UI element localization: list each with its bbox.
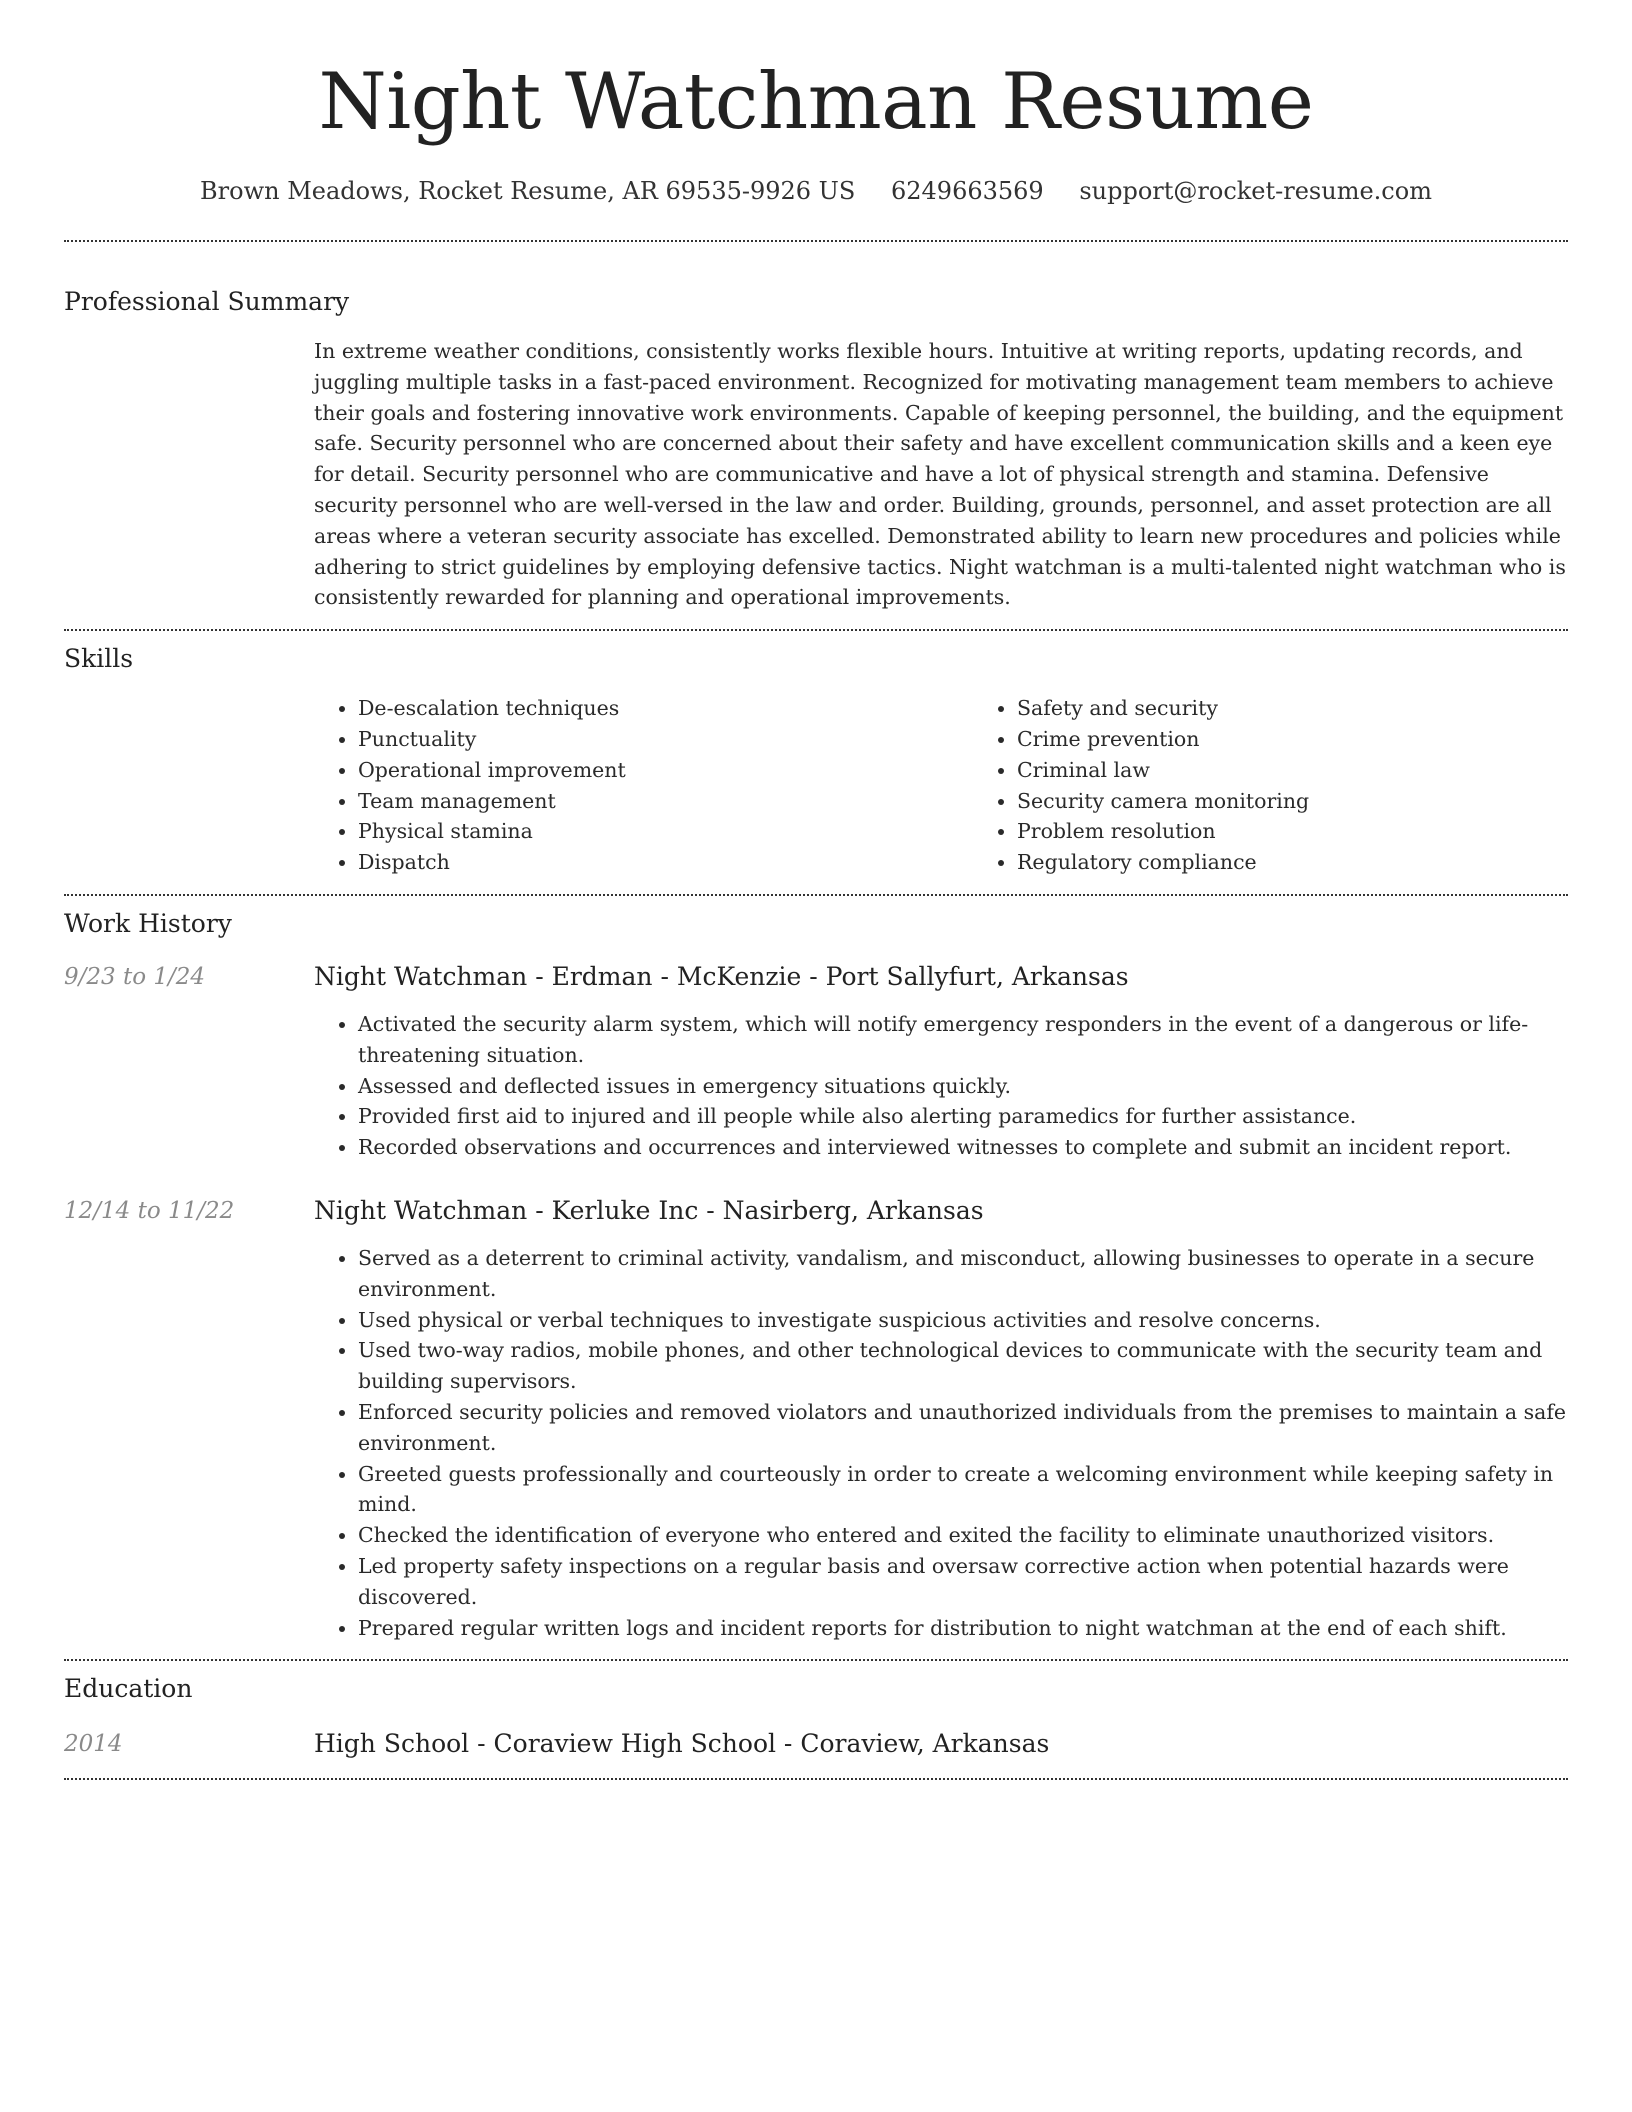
work-section: [64, 907, 1568, 1643]
job-bullet: • Served as a deterrent to criminal activity, vandalism, and misconduct, allowing businesses to operate in a secure environment.: [358, 1243, 1568, 1305]
skill-item: • Dispatch: [358, 847, 973, 878]
skill-item: • Crime prevention: [1017, 724, 1632, 755]
education-title: High School - Coraview High School - Coraview, Arkansas: [314, 1729, 1050, 1759]
skill-item: • Criminal law: [1017, 755, 1632, 786]
job-bullet: • Prepared regular written logs and incident reports for distribution to night watchman at the end of each shift.: [358, 1613, 1568, 1644]
job-title: Night Watchman - Kerluke Inc - Nasirberg, Arkansas: [314, 1195, 984, 1225]
skill-item: • Punctuality: [358, 724, 973, 755]
skill-item: • Safety and security: [1017, 693, 1632, 724]
skill-item: • Problem resolution: [1017, 816, 1632, 847]
job-bullet: • Recorded observations and occurrences and interviewed witnesses to complete and submit an incident report.: [358, 1132, 1568, 1163]
job-bullet: • Assessed and deflected issues in emergency situations quickly.: [358, 1071, 1568, 1102]
contact-line: [64, 174, 1568, 208]
job-bullets: [314, 1243, 1568, 1643]
job-bullet: • Greeted guests professionally and courteously in order to create a welcoming environment while keeping safety in mind.: [358, 1459, 1568, 1521]
education-section: [64, 1672, 1568, 1760]
skill-item: • Team management: [358, 786, 973, 817]
section-divider: [64, 1659, 1568, 1661]
section-divider: [64, 240, 1568, 242]
job-bullet: • Used physical or verbal techniques to investigate suspicious activities and resolve concerns.: [358, 1305, 1568, 1336]
contact-address: Brown Meadows, Rocket Resume, AR 69535-9926 US: [200, 177, 856, 205]
skill-item: • Physical stamina: [358, 816, 973, 847]
job-bullet: • Used two-way radios, mobile phones, and other technological devices to communicate with the security team and building supervisors.: [358, 1335, 1568, 1397]
resume-title: Night Watchman Resume: [318, 57, 1314, 147]
education-year: 2014: [64, 1731, 123, 1758]
skill-item: • Security camera monitoring: [1017, 786, 1632, 817]
summary-heading: Professional Summary: [64, 287, 350, 316]
summary-section: [64, 285, 1568, 613]
job-bullet: • Provided first aid to injured and ill people while also alerting paramedics for further assistance.: [358, 1101, 1568, 1132]
section-divider: [64, 629, 1568, 631]
contact-email: support@rocket-resume.com: [1079, 177, 1432, 205]
skills-grid: [314, 693, 1632, 878]
skills-list-left: [314, 693, 973, 878]
skills-section: [64, 642, 1568, 878]
job-entry: [64, 1195, 1568, 1643]
skill-item: • Regulatory compliance: [1017, 847, 1632, 878]
contact-phone: 6249663569: [890, 177, 1044, 205]
education-entry: [64, 1728, 1568, 1760]
job-dates: 12/14 to 11/22: [64, 1197, 235, 1224]
education-heading: Education: [64, 1674, 193, 1704]
job-entry: [64, 961, 1568, 1163]
skills-heading: Skills: [64, 644, 134, 674]
skill-item: • De-escalation techniques: [358, 693, 973, 724]
job-bullet: • Activated the security alarm system, which will notify emergency responders in the event of a dangerous or life-threatening situation.: [358, 1009, 1568, 1071]
job-bullet: • Enforced security policies and removed violators and unauthorized individuals from the premises to maintain a safe environment.: [358, 1397, 1568, 1459]
job-bullet: • Checked the identification of everyone who entered and exited the facility to eliminate unauthorized visitors.: [358, 1520, 1568, 1551]
summary-text: In extreme weather conditions, consistently works flexible hours. Intuitive at writing reports, updating records, and juggling multiple tasks in a fast-paced environment. Recognized for motivating management team members to achieve their goals and fostering innovative work environments. Capable of keeping personnel, the building, and the equipment safe. Security personnel who are concerned about their safety and have excellent communication skills and a keen eye for detail. Security personnel who are communicative and have a lot of physical strength and stamina. Defensive security personnel who are well-versed in the law and order. Building, grounds, personnel, and asset protection are all areas where a veteran security associate has excelled. Demonstrated ability to learn new procedures and policies while adhering to strict guidelines by employing defensive tactics. Night watchman is a multi-talented night watchman who is consistently rewarded for planning and operational improvements.: [314, 339, 1566, 610]
skill-item: • Operational improvement: [358, 755, 973, 786]
job-bullet: • Led property safety inspections on a regular basis and oversaw corrective action when potential hazards were discovered.: [358, 1551, 1568, 1613]
work-heading: Work History: [64, 908, 232, 938]
job-bullets: [314, 1009, 1568, 1163]
resume-page: [64, 0, 1568, 1780]
section-divider: [64, 1778, 1568, 1780]
section-divider: [64, 894, 1568, 896]
skills-list-right: [973, 693, 1632, 878]
job-title: Night Watchman - Erdman - McKenzie - Port Sallyfurt, Arkansas: [314, 961, 1129, 991]
job-dates: 9/23 to 1/24: [64, 963, 206, 990]
